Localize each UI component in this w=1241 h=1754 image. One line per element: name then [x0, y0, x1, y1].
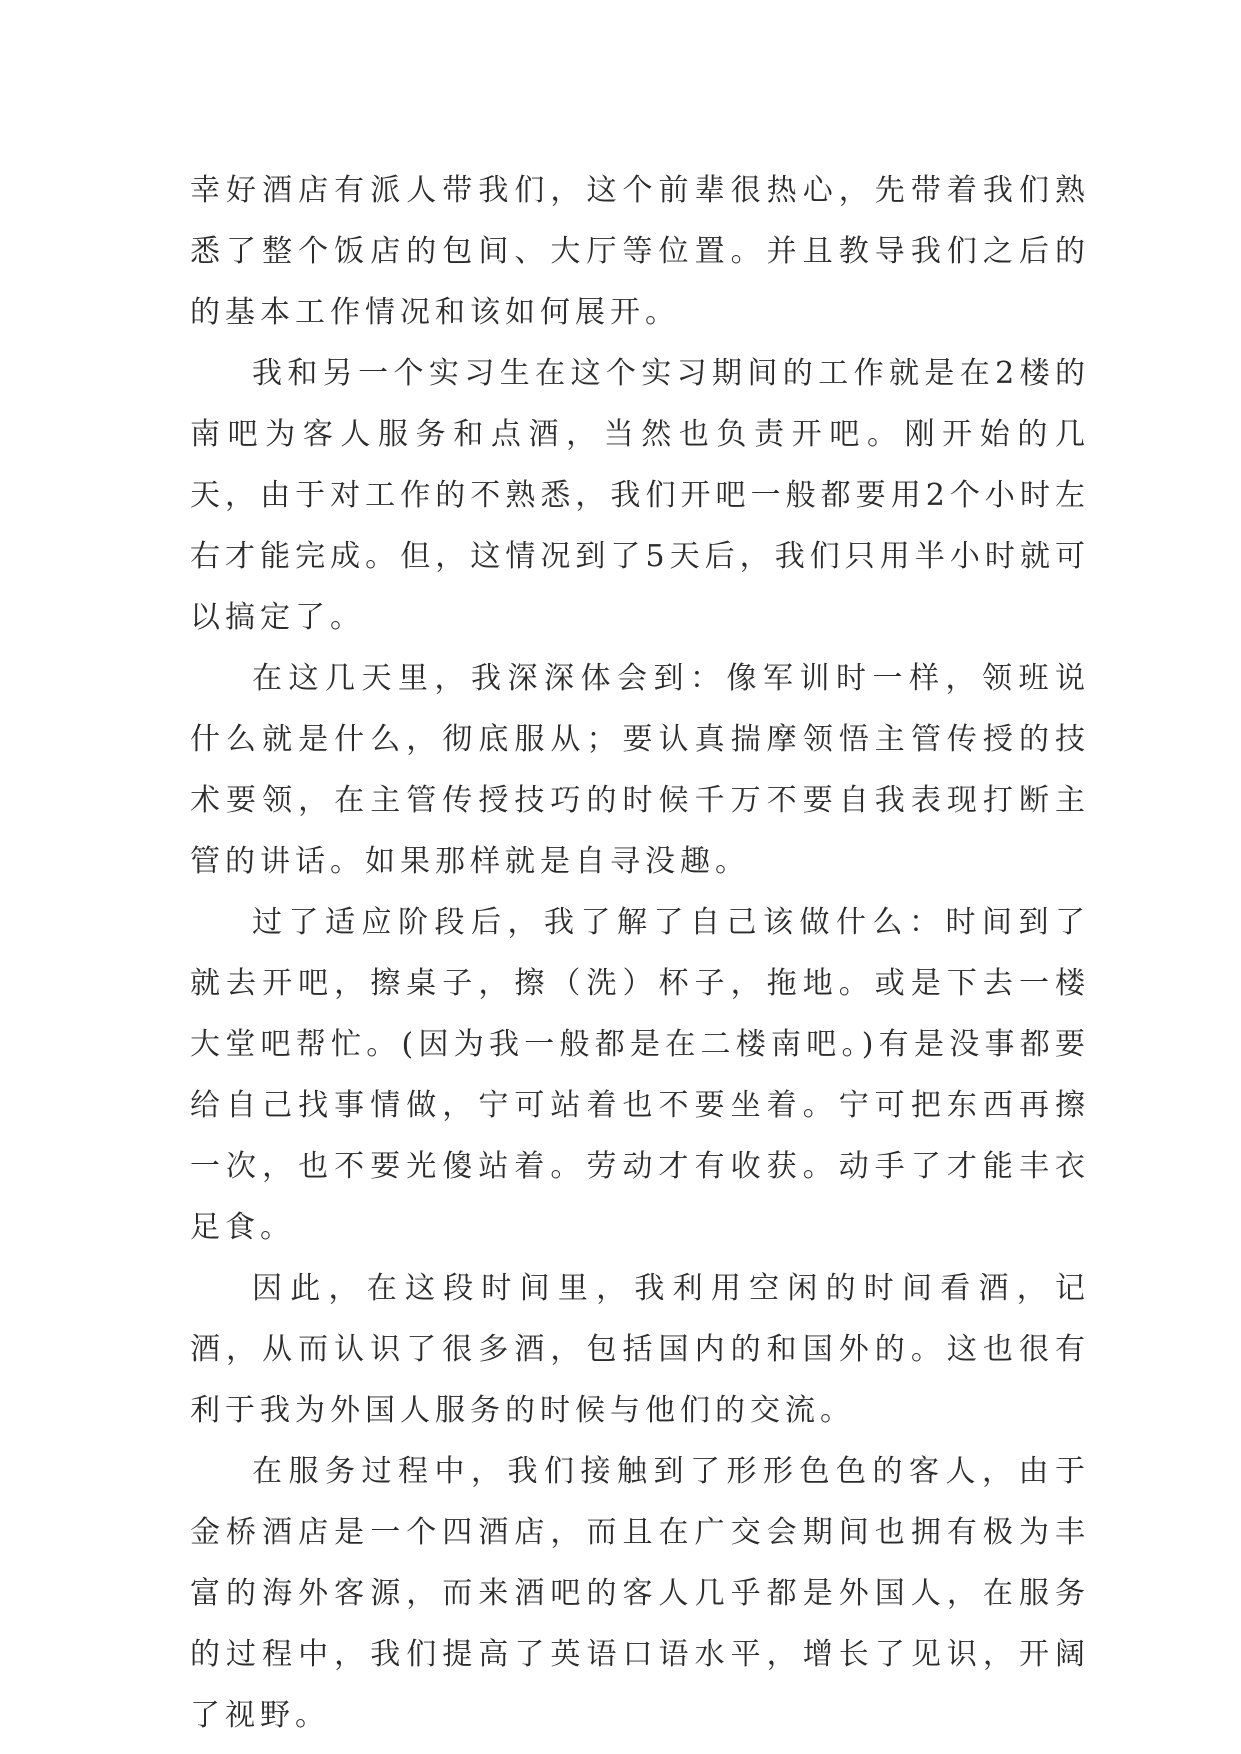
paragraph-3: 在这几天里，我深深体会到：像军训时一样，领班说什么就是什么，彻底服从；要认真揣摩领悟主管传授的技术要领，在主管传授技巧的时候千万不要自我表现打断主管的讲话。如果那样就是自寻没趣。: [190, 661, 1090, 879]
paragraph-1: 幸好酒店有派人带我们，这个前辈很热心，先带着我们熟悉了整个饭店的包间、大厅等位置。并且教导我们之后的的基本工作情况和该如何展开。: [190, 173, 1090, 330]
paragraph-4: 过了适应阶段后，我了解了自己该做什么：时间到了就去开吧，擦桌子，擦（洗）杯子，拖地。或是下去一楼大堂吧帮忙。(因为我一般都是在二楼南吧。)有是没事都要给自己找事情做，宁可站着也不要坐着。宁可把东西再擦一次，也不要光傻站着。劳动才有收获。动手了才能丰衣足食。: [190, 905, 1090, 1245]
paragraph-5: 因此，在这段时间里，我利用空闲的时间看酒，记酒，从而认识了很多酒，包括国内的和国外的。这也很有利于我为外国人服务的时候与他们的交流。: [190, 1271, 1090, 1428]
document-body: [190, 160, 1090, 1746]
paragraph-2: 我和另一个实习生在这个实习期间的工作就是在2楼的南吧为客人服务和点酒，当然也负责开吧。刚开始的几天，由于对工作的不熟悉，我们开吧一般都要用2个小时左右才能完成。但，这情况到了5天后，我们只用半小时就可以搞定了。: [190, 356, 1090, 635]
paragraph-6: 在服务过程中，我们接触到了形形色色的客人，由于金桥酒店是一个四酒店，而且在广交会期间也拥有极为丰富的海外客源，而来酒吧的客人几乎都是外国人，在服务的过程中，我们提高了英语口语水平，增长了见识，开阔了视野。: [190, 1454, 1090, 1733]
